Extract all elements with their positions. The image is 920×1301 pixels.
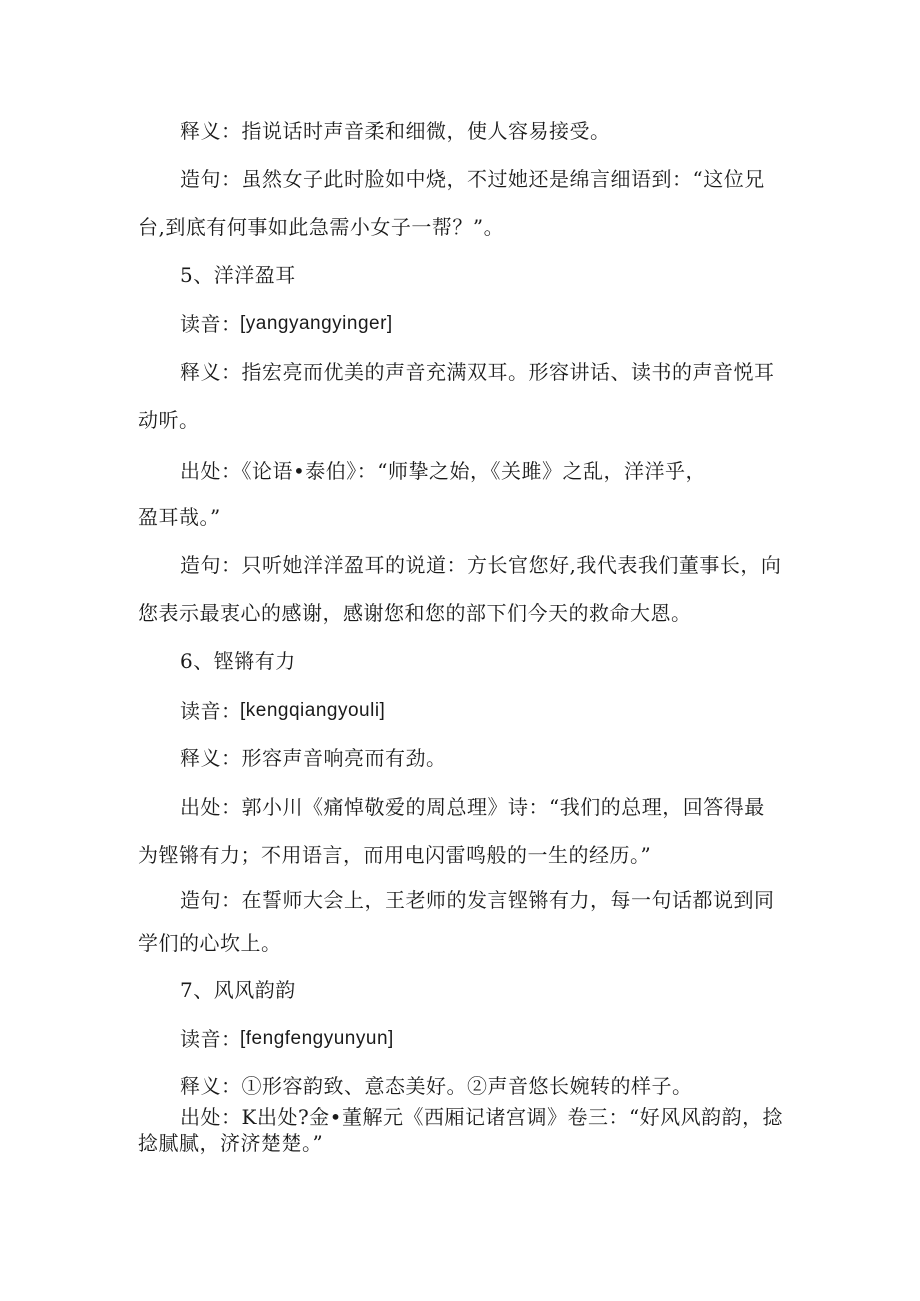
source-continued: 捻腻腻，济济楚楚。” — [138, 1131, 324, 1155]
entry-heading-5: 5、洋洋盈耳 — [180, 263, 296, 287]
source-continued: 盈耳哉。” — [138, 505, 221, 529]
example-sentence-continued: 学们的心坎上。 — [138, 931, 282, 955]
pronunciation-label: 读音： — [180, 312, 242, 336]
source-line: 出处：《论语•泰伯》：“师挚之始，《关雎》之乱，洋洋乎， — [180, 459, 707, 483]
pronunciation-pinyin: [yangyangyinger] — [240, 313, 393, 334]
pronunciation-pinyin: [kengqiangyouli] — [240, 700, 386, 721]
definition-line: 释义：指宏亮而优美的声音充满双耳。形容讲话、读书的声音悦耳 — [180, 360, 775, 384]
example-sentence-line: 造句：虽然女子此时脸如中烧，不过她还是绵言细语到：“这位兄 — [180, 167, 765, 191]
definition-line: 释义：①形容韵致、意态美好。②声音悠长婉转的样子。 — [180, 1074, 693, 1098]
source-line: 出处：郭小川《痛悼敬爱的周总理》诗：“我们的总理，回答得最 — [180, 795, 765, 819]
source-line: 出处：K出处?金•董解元《西厢记诸宫调》卷三：“好风风韵韵，捻 — [180, 1105, 784, 1129]
entry-heading-7: 7、风风韵韵 — [180, 978, 296, 1002]
example-sentence-continued: 台,到底有何事如此急需小女子一帮？”。 — [138, 215, 505, 239]
example-sentence-line: 造句：在誓师大会上，王老师的发言铿锵有力，每一句话都说到同 — [180, 888, 775, 912]
entry-heading-6: 6、铿锵有力 — [180, 649, 296, 673]
pronunciation-pinyin: [fengfengyunyun] — [240, 1028, 394, 1049]
pronunciation-label: 读音： — [180, 1027, 242, 1051]
pronunciation-label: 读音： — [180, 699, 242, 723]
example-sentence-continued: 您表示最衷心的感谢，感谢您和您的部下们今天的救命大恩。 — [138, 601, 692, 625]
definition-line: 释义：形容声音响亮而有劲。 — [180, 746, 447, 770]
definition-line: 释义：指说话时声音柔和细微，使人容易接受。 — [180, 119, 611, 143]
example-sentence-line: 造句：只听她洋洋盈耳的说道：方长官您好,我代表我们董事长，向 — [180, 553, 782, 577]
source-continued: 为铿锵有力；不用语言，而用电闪雷鸣般的一生的经历。” — [138, 843, 652, 867]
definition-continued: 动听。 — [138, 408, 200, 432]
